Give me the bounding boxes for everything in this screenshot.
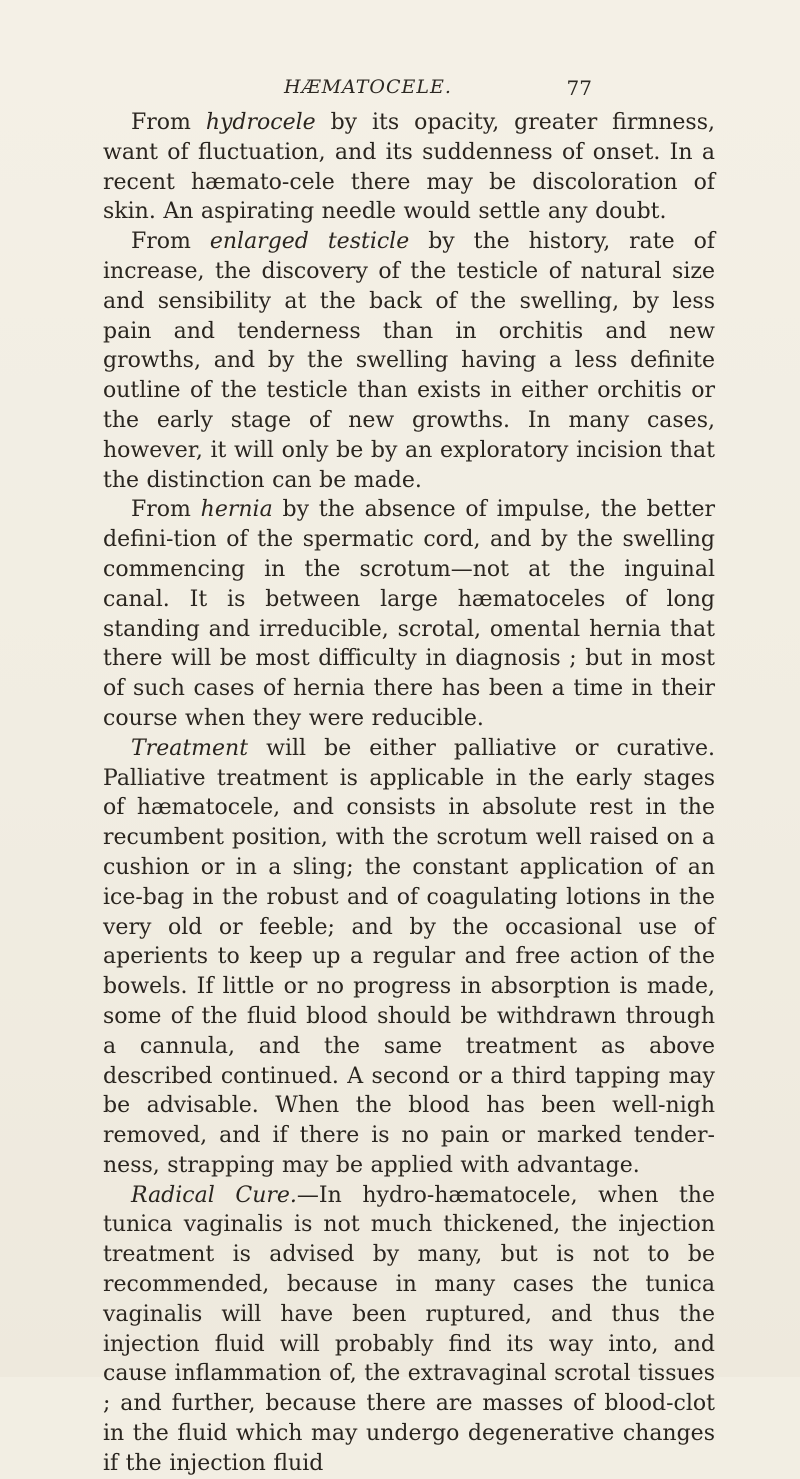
running-head xyxy=(232,76,592,104)
italic-term: hernia xyxy=(200,497,273,523)
italic-term: hydrocele xyxy=(205,110,316,135)
paragraph-lead: From xyxy=(131,110,206,135)
italic-term: Radical Cure. xyxy=(131,1182,297,1208)
running-title: HÆMATOCELE. xyxy=(284,76,452,98)
paragraph-hernia xyxy=(103,495,715,733)
paragraph-text: by the absence of impulse, the better defini-tion of the spermatic cord, and by the swelling commencing in the scrotum—not at the inguinal canal. It is between large hæmatoceles of long standing and irreducible, scrotal, omental hernia that there will be most difficulty in diagnosis ; but in most of such cases of hernia there has been a time in their course when they were reducible. xyxy=(103,497,715,731)
body-text xyxy=(103,108,715,1479)
paragraph-enlarged-testicle xyxy=(103,227,715,495)
italic-term: Treatment xyxy=(131,735,249,761)
paragraph-radical-cure xyxy=(103,1181,715,1479)
paragraph-text: by the history, rate of increase, the discovery of the testicle of natural size and sensibility at the back of the swelling, by less pain and tenderness than in orchitis and new growths, and by the swelling having a less definite outline of the testicle than exists in either orchitis or the early stage of new growths. In many cases, however, it will only be by an exploratory incision that the distinction can be made. xyxy=(103,229,715,493)
paragraph-lead: From xyxy=(131,497,201,523)
paragraph-lead: From xyxy=(131,229,210,255)
paragraph-hydrocele xyxy=(103,108,715,227)
italic-term: enlarged testicle xyxy=(209,229,410,255)
paragraph-treatment xyxy=(103,734,715,1181)
paragraph-text: will be either palliative or curative. Palliative treatment is applicable in the early stages of hæmatocele, and consists in absolute rest in the recumbent position, with the scrotum well raised on a cushion or in a sling; the constant application of an ice-bag in the robust and of coagulating lotions in the very old or feeble; and by the occasional use of aperients to keep up a regular and free action of the bowels. If little or no progress in absorption is made, some of the fluid blood should be withdrawn through a cannula, and the same treatment as above described continued. A second or a third tapping may be advisable. When the blood has been well-nigh removed, and if there is no pain or marked tender-ness, strapping may be applied with advantage. xyxy=(103,735,715,1178)
page-number: 77 xyxy=(566,76,592,100)
paragraph-text: by its opacity, greater firmness, want of fluctuation, and its suddenness of onset. In a recent hæmato-cele there may be discoloration of skin. An aspirating needle would settle any doubt. xyxy=(103,110,715,225)
paragraph-text: —In hydro-hæmatocele, when the tunica vaginalis is not much thickened, the injection treatment is advised by many, but is not to be recommended, because in many cases the tunica vaginalis will have been ruptured, and thus the injection fluid will probably find its way into, and cause inflammation of, the extravaginal scrotal tissues ; and further, because there are masses of blood-clot in the fluid which may undergo degenerative changes if the injection fluid xyxy=(103,1182,715,1476)
